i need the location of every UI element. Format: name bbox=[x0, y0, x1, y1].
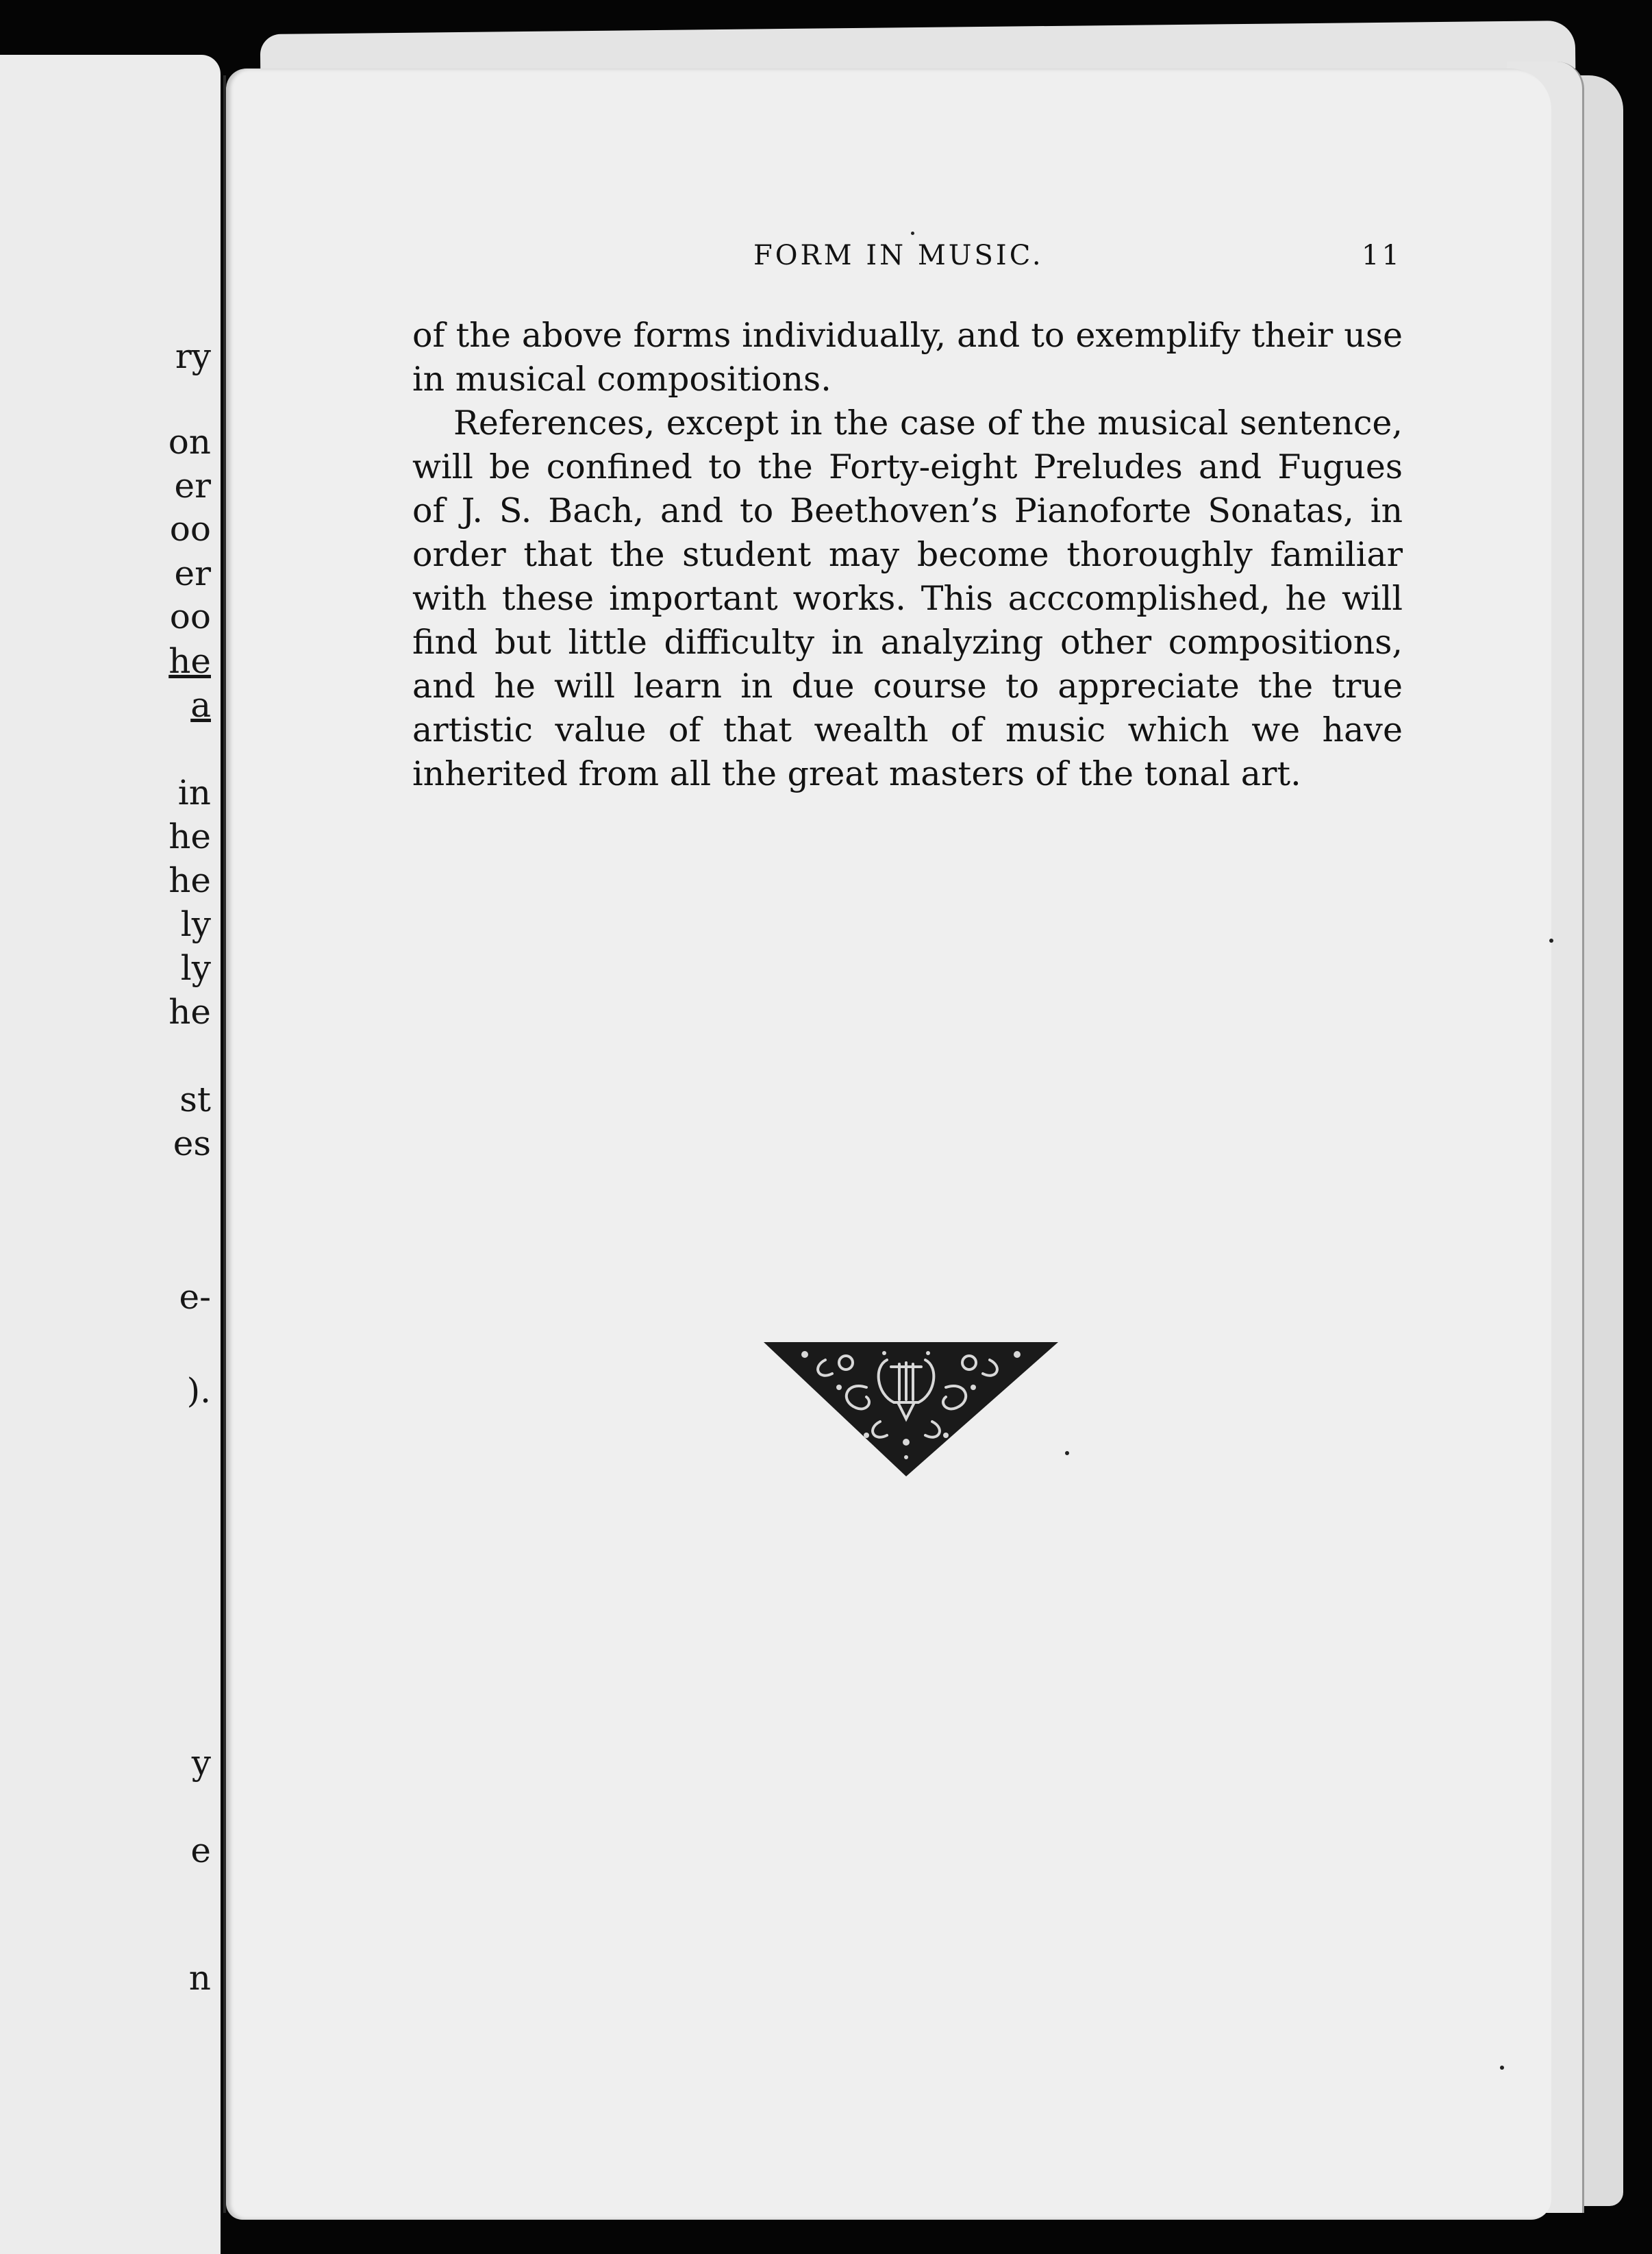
left-page-fragment: ry bbox=[175, 336, 211, 376]
left-page-fragment: in bbox=[177, 773, 211, 813]
left-page-fragment: y bbox=[191, 1743, 211, 1783]
running-header: FORM IN MUSIC. bbox=[753, 240, 1044, 271]
left-page-fragment: e- bbox=[179, 1277, 211, 1317]
paper-speck bbox=[1500, 2066, 1504, 2070]
lyre-tailpiece-icon bbox=[764, 1339, 1058, 1480]
left-page-fragment: n bbox=[188, 1958, 211, 1998]
left-page-fragment: st bbox=[179, 1080, 211, 1119]
gutter-line bbox=[223, 75, 226, 2213]
left-page-fragment: e bbox=[190, 1831, 211, 1870]
paragraph-2: References, except in the case of the musical sentence, will be confined to the Forty-eight Preludes and Fugues of J. S. Bach, and to Beethoven’s Pianoforte Sonatas, in order that the student may become thoroughly familiar with these important works. This acccomplished, he will find but little difficulty in analyzing other compositions, and he will learn in due course to appreciate the true artistic value of that wealth of music which we have inherited from all the great masters of the tonal art. bbox=[412, 404, 1403, 793]
paper-speck bbox=[1065, 1451, 1069, 1455]
left-page-fragment: on bbox=[168, 422, 211, 462]
left-page-fragment: oo bbox=[169, 597, 211, 636]
left-page-fragment: ). bbox=[186, 1371, 211, 1411]
left-page-fragment: ly bbox=[180, 948, 211, 988]
left-page-fragment: he bbox=[168, 641, 211, 681]
paper-speck bbox=[911, 232, 914, 235]
left-page-fragment: he bbox=[168, 817, 211, 856]
body-text bbox=[412, 314, 1403, 796]
left-page-fragment: oo bbox=[169, 509, 211, 549]
left-page-fragment: a bbox=[190, 685, 211, 725]
left-page-fragment: er bbox=[174, 554, 211, 593]
page-number: 11 bbox=[1362, 240, 1402, 271]
left-page-fragment: es bbox=[173, 1124, 211, 1163]
left-page-fragment: he bbox=[168, 860, 211, 900]
left-page-fragment: ly bbox=[180, 904, 211, 944]
left-page-fragment: he bbox=[168, 992, 211, 1032]
paper-speck bbox=[1549, 939, 1553, 943]
paragraph-1: of the above forms individually, and to exemplify their use in musical compositions. bbox=[412, 316, 1403, 399]
left-page-fragment: er bbox=[174, 466, 211, 506]
left-page bbox=[0, 55, 221, 2254]
